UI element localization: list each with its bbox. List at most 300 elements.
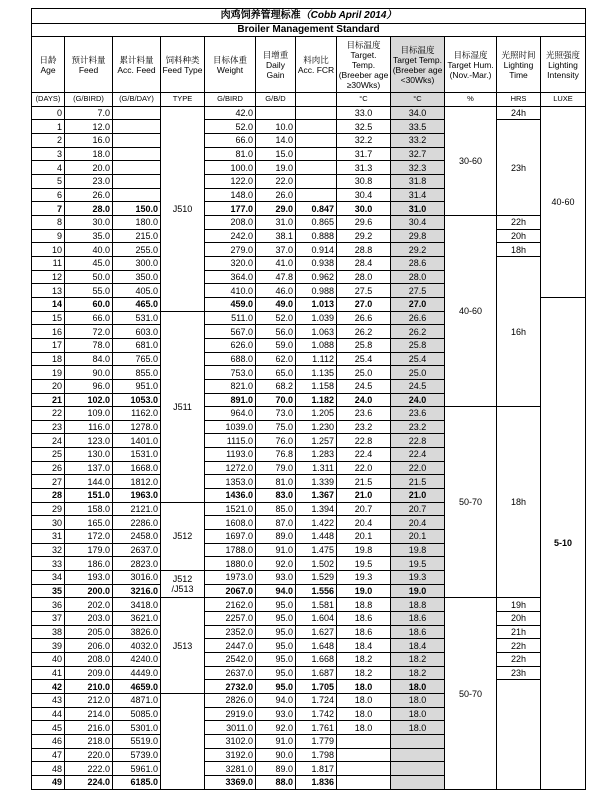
acc-feed-cell: 2121.0 [113,502,161,516]
age-cell: 24 [32,434,65,448]
feed-cell: 224.0 [65,775,113,789]
age-cell: 23 [32,420,65,434]
feed-cell: 50.0 [65,270,113,284]
fcr-cell: 1.779 [296,734,337,748]
acc-feed-cell: 1401.0 [113,434,161,448]
fcr-cell: 1.367 [296,489,337,503]
unit-cell: °C [337,93,391,107]
temp-old-cell: 26.2 [337,325,391,339]
acc-feed-cell: 150.0 [113,202,161,216]
temp-old-cell: 27.5 [337,284,391,298]
temp-young-cell: 23.2 [391,420,445,434]
feed-cell: 202.0 [65,598,113,612]
acc-feed-cell: 4032.0 [113,639,161,653]
age-cell: 16 [32,325,65,339]
temp-young-cell: 18.8 [391,598,445,612]
weight-cell: 3011.0 [205,721,256,735]
age-cell: 41 [32,666,65,680]
fcr-cell: 1.158 [296,379,337,393]
acc-feed-cell: 5739.0 [113,748,161,762]
feed-cell: 144.0 [65,475,113,489]
acc-feed-cell: 4659.0 [113,680,161,694]
acc-feed-cell: 1812.0 [113,475,161,489]
weight-cell: 2637.0 [205,666,256,680]
temp-old-cell: 20.4 [337,516,391,530]
daily-gain-cell: 79.0 [256,461,296,475]
weight-cell: 2067.0 [205,584,256,598]
temp-young-cell: 27.0 [391,297,445,311]
column-header-en: Feed Type [162,64,203,75]
age-cell: 34 [32,571,65,585]
age-cell: 46 [32,734,65,748]
fcr-cell: 1.257 [296,434,337,448]
acc-feed-cell: 1162.0 [113,407,161,421]
fcr-cell: 1.088 [296,338,337,352]
temp-young-cell: 18.6 [391,612,445,626]
feed-cell: 30.0 [65,215,113,229]
fcr-cell: 1.836 [296,775,337,789]
weight-cell: 688.0 [205,352,256,366]
fcr-cell: 1.556 [296,584,337,598]
header-row [32,37,586,93]
age-cell: 26 [32,461,65,475]
acc-feed-cell [113,106,161,120]
unit-cell: °C [391,93,445,107]
lighting-time-cell [497,680,541,790]
age-cell: 14 [32,297,65,311]
weight-cell: 1788.0 [205,543,256,557]
lighting-time-cell: 16h [497,256,541,406]
column-header-cn: 预计料量 [71,54,106,65]
daily-gain-cell: 46.0 [256,284,296,298]
unit-cell [296,93,337,107]
feed-type-cell: J510 [161,106,205,311]
daily-gain-cell: 68.2 [256,379,296,393]
daily-gain-cell: 89.0 [256,762,296,776]
title-cn: 肉鸡饲养管理标准 [220,9,301,21]
age-cell: 15 [32,311,65,325]
age-cell: 2 [32,134,65,148]
feed-cell: 222.0 [65,762,113,776]
temp-old-cell [337,762,391,776]
daily-gain-cell: 94.0 [256,584,296,598]
column-header-en: Feed [78,64,99,75]
feed-type-cell: J511 [161,311,205,502]
fcr-cell [296,106,337,120]
weight-cell: 52.0 [205,120,256,134]
column-header [391,37,445,93]
temp-old-cell: 32.5 [337,120,391,134]
column-header-cn: 日龄 [39,54,57,65]
lighting-intensity-cell: 5-10 [541,297,586,789]
weight-cell: 242.0 [205,229,256,243]
feed-cell: 84.0 [65,352,113,366]
temp-young-cell: 24.0 [391,393,445,407]
acc-feed-cell: 3418.0 [113,598,161,612]
temp-young-cell: 30.4 [391,215,445,229]
acc-feed-cell: 1531.0 [113,448,161,462]
fcr-cell: 0.914 [296,243,337,257]
temp-young-cell: 19.8 [391,543,445,557]
feed-type-cell: J512 /J513 [161,571,205,598]
age-cell: 0 [32,106,65,120]
table-row [32,229,586,243]
temp-young-cell: 29.8 [391,229,445,243]
weight-cell: 148.0 [205,188,256,202]
weight-cell: 81.0 [205,147,256,161]
temp-old-cell: 22.8 [337,434,391,448]
unit-cell: % [445,93,497,107]
weight-cell: 2919.0 [205,707,256,721]
temp-old-cell: 19.3 [337,571,391,585]
humidity-cell: 50-70 [445,598,497,790]
temp-young-cell: 20.1 [391,530,445,544]
weight-cell: 891.0 [205,393,256,407]
temp-old-cell: 23.6 [337,407,391,421]
age-cell: 6 [32,188,65,202]
feed-type-cell: J512 [161,502,205,570]
fcr-cell: 1.502 [296,557,337,571]
column-header-cn: 目标温度 [400,44,435,55]
daily-gain-cell: 93.0 [256,707,296,721]
daily-gain-cell: 19.0 [256,161,296,175]
temp-young-cell: 33.5 [391,120,445,134]
table-row [32,652,586,666]
lighting-time-cell: 20h [497,229,541,243]
temp-old-cell: 18.0 [337,721,391,735]
temp-young-cell: 18.0 [391,707,445,721]
age-cell: 1 [32,120,65,134]
unit-cell: LUXE [541,93,586,107]
fcr-cell: 1.817 [296,762,337,776]
daily-gain-cell: 93.0 [256,571,296,585]
column-header-en: Target. Temp. (Breeber age ≥30Wks) [338,49,389,90]
feed-cell: 151.0 [65,489,113,503]
weight-cell: 2257.0 [205,612,256,626]
column-header [337,37,391,93]
daily-gain-cell: 87.0 [256,516,296,530]
daily-gain-cell: 89.0 [256,530,296,544]
temp-old-cell: 33.0 [337,106,391,120]
acc-feed-cell: 215.0 [113,229,161,243]
age-cell: 45 [32,721,65,735]
column-header [161,37,205,93]
column-header-cn: 目增重 [262,49,289,60]
feed-cell: 165.0 [65,516,113,530]
weight-cell: 177.0 [205,202,256,216]
lighting-time-cell: 23h [497,666,541,680]
column-header-cn: 目标温度 [346,39,381,50]
acc-feed-cell [113,120,161,134]
fcr-cell: 1.798 [296,748,337,762]
lighting-time-cell: 24h [497,106,541,120]
table-row [32,120,586,134]
daily-gain-cell: 95.0 [256,666,296,680]
feed-cell: 206.0 [65,639,113,653]
weight-cell: 1272.0 [205,461,256,475]
temp-old-cell: 18.2 [337,652,391,666]
temp-young-cell [391,762,445,776]
column-header-en: Lighting Intensity [547,59,579,80]
temp-young-cell: 34.0 [391,106,445,120]
feed-cell: 193.0 [65,571,113,585]
daily-gain-cell: 73.0 [256,407,296,421]
temp-old-cell: 18.0 [337,693,391,707]
acc-feed-cell: 5519.0 [113,734,161,748]
age-cell: 4 [32,161,65,175]
acc-feed-cell: 1053.0 [113,393,161,407]
temp-young-cell: 24.5 [391,379,445,393]
fcr-cell: 1.013 [296,297,337,311]
temp-young-cell: 19.5 [391,557,445,571]
fcr-cell: 1.648 [296,639,337,653]
column-header [205,37,256,93]
weight-cell: 410.0 [205,284,256,298]
temp-young-cell: 26.6 [391,311,445,325]
humidity-cell: 50-70 [445,407,497,598]
age-cell: 17 [32,338,65,352]
fcr-cell: 0.865 [296,215,337,229]
table-subtitle: Broiler Management Standard [32,23,586,37]
age-cell: 11 [32,256,65,270]
acc-feed-cell: 681.0 [113,338,161,352]
acc-feed-cell: 300.0 [113,256,161,270]
age-cell: 25 [32,448,65,462]
temp-young-cell: 20.7 [391,502,445,516]
feed-cell: 78.0 [65,338,113,352]
temp-old-cell: 23.2 [337,420,391,434]
feed-cell: 18.0 [65,147,113,161]
daily-gain-cell: 65.0 [256,366,296,380]
fcr-cell: 1.205 [296,407,337,421]
feed-cell: 205.0 [65,625,113,639]
lighting-intensity-cell: 40-60 [541,106,586,297]
lighting-time-cell: 18h [497,243,541,257]
acc-feed-cell: 5301.0 [113,721,161,735]
temp-young-cell: 18.0 [391,680,445,694]
acc-feed-cell: 855.0 [113,366,161,380]
feed-cell: 158.0 [65,502,113,516]
feed-cell: 203.0 [65,612,113,626]
weight-cell: 100.0 [205,161,256,175]
unit-cell: (G/B/DAY) [113,93,161,107]
feed-cell: 220.0 [65,748,113,762]
daily-gain-cell: 92.0 [256,557,296,571]
temp-young-cell: 32.3 [391,161,445,175]
fcr-cell: 1.283 [296,448,337,462]
age-cell: 47 [32,748,65,762]
temp-old-cell: 25.0 [337,366,391,380]
weight-cell: 1193.0 [205,448,256,462]
temp-young-cell: 31.4 [391,188,445,202]
temp-young-cell [391,775,445,789]
unit-cell: G/BIRD [205,93,256,107]
weight-cell: 66.0 [205,134,256,148]
age-cell: 18 [32,352,65,366]
feed-cell: 216.0 [65,721,113,735]
feed-cell: 179.0 [65,543,113,557]
weight-cell: 964.0 [205,407,256,421]
age-cell: 35 [32,584,65,598]
acc-feed-cell: 1668.0 [113,461,161,475]
temp-young-cell: 25.0 [391,366,445,380]
temp-young-cell: 20.4 [391,516,445,530]
feed-cell: 45.0 [65,256,113,270]
fcr-cell: 1.724 [296,693,337,707]
age-cell: 39 [32,639,65,653]
feed-cell: 218.0 [65,734,113,748]
column-header-en: Target Temp. (Breeber age <30Wks) [392,54,443,85]
acc-feed-cell: 5085.0 [113,707,161,721]
table-row [32,666,586,680]
weight-cell: 753.0 [205,366,256,380]
fcr-cell: 1.529 [296,571,337,585]
feed-cell: 212.0 [65,693,113,707]
feed-cell: 35.0 [65,229,113,243]
acc-feed-cell: 3621.0 [113,612,161,626]
fcr-cell: 1.705 [296,680,337,694]
daily-gain-cell: 52.0 [256,311,296,325]
daily-gain-cell: 70.0 [256,393,296,407]
lighting-time-cell: 22h [497,215,541,229]
acc-feed-cell [113,134,161,148]
column-header [256,37,296,93]
acc-feed-cell: 350.0 [113,270,161,284]
temp-young-cell: 19.0 [391,584,445,598]
feed-cell: 20.0 [65,161,113,175]
weight-cell: 3281.0 [205,762,256,776]
unit-cell: HRS [497,93,541,107]
acc-feed-cell: 3216.0 [113,584,161,598]
column-header [65,37,113,93]
age-cell: 30 [32,516,65,530]
fcr-cell: 0.847 [296,202,337,216]
weight-cell: 3369.0 [205,775,256,789]
temp-young-cell: 19.3 [391,571,445,585]
column-header [541,37,586,93]
age-cell: 12 [32,270,65,284]
weight-cell: 567.0 [205,325,256,339]
temp-young-cell: 27.5 [391,284,445,298]
feed-cell: 172.0 [65,530,113,544]
weight-cell: 2352.0 [205,625,256,639]
lighting-time-cell: 22h [497,639,541,653]
weight-cell: 1973.0 [205,571,256,585]
daily-gain-cell: 95.0 [256,639,296,653]
weight-cell: 122.0 [205,175,256,189]
age-cell: 8 [32,215,65,229]
fcr-cell: 1.039 [296,311,337,325]
acc-feed-cell: 603.0 [113,325,161,339]
acc-feed-cell [113,161,161,175]
fcr-cell: 1.668 [296,652,337,666]
column-header [296,37,337,93]
temp-old-cell: 22.0 [337,461,391,475]
weight-cell: 1353.0 [205,475,256,489]
temp-young-cell: 28.0 [391,270,445,284]
daily-gain-cell: 95.0 [256,652,296,666]
daily-gain-cell: 14.0 [256,134,296,148]
weight-cell: 2732.0 [205,680,256,694]
column-header-cn: 目标湿度 [453,49,488,60]
fcr-cell: 1.761 [296,721,337,735]
daily-gain-cell: 15.0 [256,147,296,161]
fcr-cell: 0.888 [296,229,337,243]
age-cell: 29 [32,502,65,516]
fcr-cell: 0.988 [296,284,337,298]
column-header-cn: 光照时间 [501,49,536,60]
feed-cell: 60.0 [65,297,113,311]
temp-young-cell: 31.8 [391,175,445,189]
broiler-management-table [31,8,586,790]
age-cell: 49 [32,775,65,789]
table-row [32,625,586,639]
acc-feed-cell: 255.0 [113,243,161,257]
unit-cell: (DAYS) [32,93,65,107]
temp-old-cell [337,775,391,789]
temp-old-cell: 24.0 [337,393,391,407]
age-cell: 36 [32,598,65,612]
fcr-cell [296,175,337,189]
temp-young-cell: 18.4 [391,639,445,653]
column-header [32,37,65,93]
weight-cell: 626.0 [205,338,256,352]
fcr-cell: 1.311 [296,461,337,475]
temp-old-cell: 18.6 [337,625,391,639]
age-cell: 13 [32,284,65,298]
temp-old-cell: 18.6 [337,612,391,626]
table-row [32,215,586,229]
daily-gain-cell: 95.0 [256,612,296,626]
feed-cell: 137.0 [65,461,113,475]
daily-gain-cell: 31.0 [256,215,296,229]
acc-feed-cell: 3016.0 [113,571,161,585]
age-cell: 42 [32,680,65,694]
lighting-time-cell: 18h [497,407,541,598]
table-row [32,407,586,421]
feed-cell: 12.0 [65,120,113,134]
temp-old-cell [337,748,391,762]
age-cell: 9 [32,229,65,243]
acc-feed-cell: 1278.0 [113,420,161,434]
feed-cell: 208.0 [65,652,113,666]
temp-young-cell [391,734,445,748]
age-cell: 43 [32,693,65,707]
daily-gain-cell: 95.0 [256,598,296,612]
temp-young-cell: 21.5 [391,475,445,489]
column-header [497,37,541,93]
unit-cell: TYPE [161,93,205,107]
feed-cell: 72.0 [65,325,113,339]
weight-cell: 1608.0 [205,516,256,530]
fcr-cell: 1.448 [296,530,337,544]
acc-feed-cell: 951.0 [113,379,161,393]
temp-old-cell: 19.5 [337,557,391,571]
acc-feed-cell: 2458.0 [113,530,161,544]
temp-young-cell: 18.0 [391,693,445,707]
feed-cell: 23.0 [65,175,113,189]
feed-cell: 209.0 [65,666,113,680]
temp-young-cell: 33.2 [391,134,445,148]
age-cell: 7 [32,202,65,216]
column-header-en: Acc. FCR [297,64,335,75]
daily-gain-cell: 76.8 [256,448,296,462]
age-cell: 27 [32,475,65,489]
column-header-en: Weight [216,64,244,75]
fcr-cell: 1.339 [296,475,337,489]
column-header-en: Target Hum. (Nov.-Mar.) [447,59,494,80]
age-cell: 40 [32,652,65,666]
